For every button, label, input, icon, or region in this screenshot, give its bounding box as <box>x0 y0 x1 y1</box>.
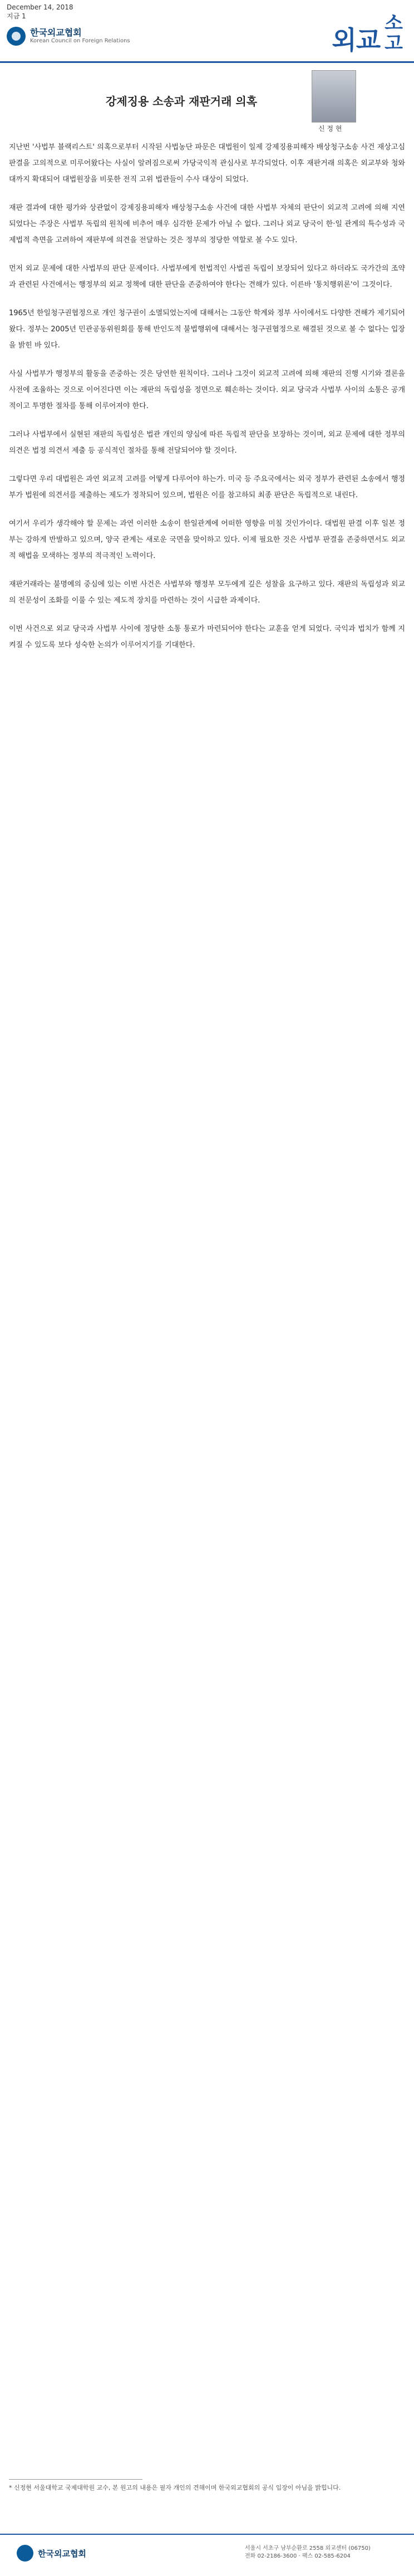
footnote: * 신정현 서울대학교 국제대학원 교수, 본 원고의 내용은 필자 개인의 견해이며 한국외교협회의 공식 입장이 아님을 밝힙니다. <box>9 2484 341 2491</box>
paragraph: 재판거래라는 불명예의 중심에 있는 이번 사건은 사법부와 행정부 모두에게 깊은 성찰을 요구하고 있다. 재판의 독립성과 외교의 전문성이 조화를 이룰 수 있는 제도적 장치를 마련하는 것이 시급한 과제이다. <box>9 580 405 605</box>
header-rule <box>0 61 414 63</box>
paragraph: 여기서 우리가 생각해야 할 문제는 과연 이러한 소송이 한일관계에 어떠한 영향을 미칠 것인가이다. 대법원 판결 이후 일본 정부는 강하게 반발하고 있으며, 양국 관계는 새로운 국면을 맞이하고 있다. 이제 필요한 것은 사법부 판결을 존중하면서도 외교적 해법을 모색하는 정부의 적극적인 노력이다. <box>9 520 405 560</box>
issue-number: 지금 1 <box>7 12 26 20</box>
brand-vertical <box>385 13 403 53</box>
publication-brand <box>332 13 403 53</box>
issue-date: December 14, 2018 <box>7 3 73 11</box>
paragraph: 재판 결과에 대한 평가와 상관없이 강제징용피해자 배상청구소송 사건에 대한 사법부 자체의 판단이 외교적 고려에 의해 지연되었다는 주장은 사법부 독립의 원칙에 비추어 매우 심각한 문제가 아닐 수 없다. 그러나 외교 당국이 한·일 관계의 특수성과 국제법적 측면을 고려하여 재판부에 의견을 전달하는 것은 정부의 정당한 역할로 볼 수도 있다. <box>9 204 405 244</box>
paragraph: 이번 사건으로 외교 당국과 사법부 사이에 정당한 소통 통로가 마련되어야 한다는 교훈을 얻게 되었다. 국익과 법치가 함께 지켜질 수 있도록 보다 성숙한 논의가 이루어지기를 기대한다. <box>9 625 405 649</box>
article-body <box>9 139 405 2445</box>
paragraph: 1965년 한일청구권협정으로 개인 청구권이 소멸되었는지에 대해서는 그동안 학계와 정부 사이에서도 다양한 견해가 제기되어 왔다. 정부는 2005년 민관공동위원회를 통해 반인도적 불법행위에 대해서는 청구권협정으로 해결된 것으로 볼 수 없다는 입장을 밝힌 바 있다. <box>9 309 405 350</box>
footer-emblem-icon <box>17 2545 33 2562</box>
org-emblem-icon <box>7 27 26 46</box>
paragraph: 사실 사법부가 행정부의 활동을 존중하는 것은 당연한 원칙이다. 그러나 그것이 외교적 고려에 의해 재판의 진행 시기와 결론을 사전에 조율하는 것으로 이어진다면 이는 재판의 독립성을 정면으로 훼손하는 것이다. 외교 당국과 사법부 사이의 소통은 공개적이고 투명한 절차를 통해 이루어져야 한다. <box>9 370 405 410</box>
footer-org-name: 한국외교협회 <box>38 2548 86 2559</box>
brand-char-2: 고 <box>385 32 403 55</box>
page-footer <box>0 2534 414 2576</box>
paragraph: 먼저 외교 문제에 대한 사법부의 판단 문제이다. 사법부에게 헌법적인 사법권 독립이 보장되어 있다고 하더라도 국가간의 조약과 관련된 사건에서는 행정부의 외교 정책에 대한 판단을 존중하여야 한다는 견해가 있다. 이른바 '통치행위론'이 그것이다. <box>9 265 405 289</box>
footer-contact: 전화 02-2186-3600 · 팩스 02-585-6204 <box>245 2553 351 2559</box>
brand-main: 외교 <box>332 25 381 55</box>
brand-char-1: 소 <box>385 12 403 35</box>
paragraph: 그러나 사법부에서 실현된 재판의 독립성은 법관 개인의 양심에 따른 독립적 판단을 보장하는 것이며, 외교 문제에 대한 정부의 의견은 법정 의견서 제출 등 공식적인 절차를 통해 전달되어야 할 것이다. <box>9 430 405 455</box>
author-name: 신 정 현 <box>318 125 342 133</box>
org-name-en: Korean Council on Foreign Relations <box>30 38 130 44</box>
author-photo <box>312 70 356 123</box>
footer-address: 서울시 서초구 남부순환로 2558 외교센터 (06750) <box>245 2545 371 2551</box>
article-title: 강제징용 소송과 재판거래 의혹 <box>106 95 258 108</box>
footer-logo <box>17 2545 86 2562</box>
footnote-divider <box>9 2479 142 2480</box>
org-logo <box>7 27 130 46</box>
paragraph: 지난번 '사법부 블랙리스트' 의혹으로부터 시작된 사법농단 파문은 대법원이 일제 강제징용피해자 배상청구소송 사건 재상고심 판결을 고의적으로 미루어왔다는 사실이 알려짐으로써 가당국익적 관심사로 부각되었다. 이후 재판거래 의혹은 외교부와 청와대까지 확대되어 대법원장을 비롯한 전직 고위 법관들이 수사 대상이 되었다. <box>9 143 405 184</box>
org-name-kr: 한국외교협회 <box>30 27 82 38</box>
paragraph: 그렇다면 우리 대법원은 과연 외교적 고려를 어떻게 다루어야 하는가. 미국 등 주요국에서는 외국 정부가 관련된 소송에서 행정부가 법원에 의견서를 제출하는 제도가 정착되어 있으며, 법원은 이를 참고하되 최종 판단은 독립적으로 내린다. <box>9 475 405 499</box>
article-header <box>0 70 414 133</box>
footer-address-block <box>245 2545 406 2560</box>
